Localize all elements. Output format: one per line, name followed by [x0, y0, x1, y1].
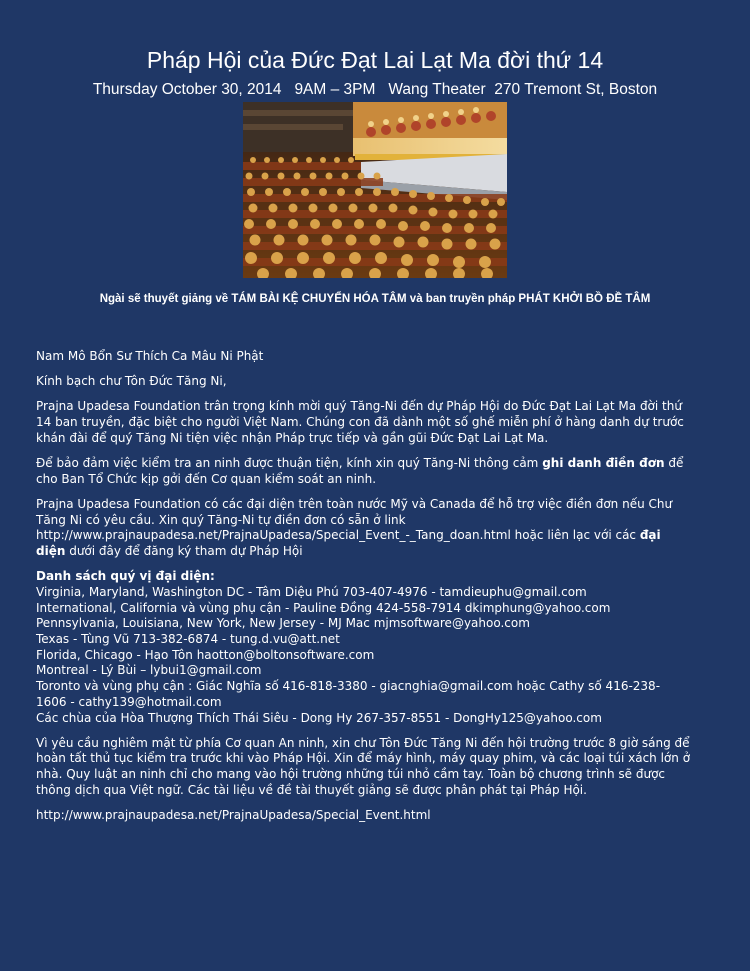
text-segment: Để bảo đảm việc kiểm tra an ninh được thuận tiện, kính xin quý Tăng-Ni thông cảm [36, 456, 543, 471]
representative-entry: Các chùa của Hòa Thượng Thích Thái Siêu - Dong Hy 267-357-8551 - DongHy125@yahoo.com [36, 710, 602, 725]
emphasis-register: ghi danh điền đơn [542, 456, 665, 471]
representatives-heading: Danh sách quý vị đại diện: [36, 569, 215, 584]
text-line: Vì yêu cầu nghiêm mật từ phía Cơ quan An ninh, xin chư Tôn Đức Tăng Ni đến hội trường trước 8 giờ sáng để [36, 735, 690, 750]
text-line: Prajna Upadesa Foundation trân trọng kính mời quý Tăng-Ni đến dự Pháp Hội do Đức Đạt Lai Lạt Ma đời thứ [36, 399, 682, 414]
text-line: thông dịch qua Việt ngữ. Các tài liệu về đề tài thuyết giảng sẽ được phân phát tại Pháp Hội. [36, 782, 587, 797]
paragraph-invitation [36, 399, 716, 446]
registration-link[interactable]: http://www.prajnaupadesa.net/PrajnaUpadesa/Special_Event_-_Tang_doan.html hoặc liên lạc với các [36, 528, 640, 543]
greeting-line-2: Kính bạch chư Tôn Đức Tăng Ni, [36, 374, 227, 389]
representative-entry: Toronto và vùng phụ cận : Giác Nghĩa số 416-818-3380 - giacnghia@gmail.com hoặc Cathy số 416-238- [36, 679, 661, 694]
text-line [36, 528, 716, 544]
text-line: Tăng Ni có yêu cầu. Xin quý Tăng-Ni tự điền đơn có sẵn ở link [36, 512, 406, 527]
text-line: nhà. Quy luật an ninh chỉ cho mang vào hội trường những túi nhỏ cầm tay. Toàn bộ chương trình sẽ được [36, 767, 666, 782]
footer-link[interactable]: http://www.prajnaupadesa.net/PrajnaUpadesa/Special_Event.html [36, 808, 431, 823]
emphasis-representative: đại [639, 528, 661, 543]
greeting-line-1: Nam Mô Bổn Sư Thích Ca Mâu Ni Phật [36, 349, 264, 363]
paragraph-representatives-info [36, 497, 716, 560]
paragraph-security-registration [36, 456, 716, 487]
text-line: cho Ban Tổ Chức kịp gởi đến Cơ quan kiểm soát an ninh. [36, 471, 377, 486]
teaching-tagline: Ngài sẽ thuyết giảng về TÁM BÀI KỆ CHUYỂN HÓA TÂM và ban truyền pháp PHÁT KHỞI BỒ ĐỀ TÂM [99, 293, 651, 305]
event-details: Thursday October 30, 2014 9AM – 3PM Wang Theater 270 Tremont St, Boston [92, 81, 658, 98]
representative-entry: Texas - Tùng Vũ 713-382-6874 - tung.d.vu@att.net [36, 632, 340, 647]
emphasis-representative: diện [36, 544, 66, 559]
text-line: Prajna Upadesa Foundation có các đại diện trên toàn nước Mỹ và Canada để hỗ trợ việc điền đơn nếu Chư [36, 496, 673, 511]
text-line: 14 ban truyền, đặc biệt cho người Việt Nam. Chúng con đã dành một số ghế miễn phí ở hàng danh dự trước [36, 415, 684, 430]
audience-stage-image [243, 102, 507, 278]
text-line: hoàn tất thủ tục kiểm tra trước khi vào Pháp Hội. Xin để máy hình, máy quay phim, và các loại túi xách lớn ở [36, 751, 691, 766]
event-photo [243, 102, 507, 278]
text-segment: dưới đây để đăng ký tham dự Pháp Hội [65, 544, 303, 559]
invitation-letter [36, 349, 716, 833]
text-line [36, 456, 716, 472]
representative-entry: Florida, Chicago - Hạo Tôn haotton@boltonsoftware.com [36, 647, 375, 662]
paragraph-security-rules [36, 736, 716, 799]
representative-entry: Virginia, Maryland, Washington DC - Tâm Diệu Phú 703-407-4976 - tamdieuphu@gmail.com [36, 584, 587, 599]
text-line [36, 544, 716, 560]
text-segment: để [664, 456, 684, 471]
representative-entry: Montreal - Lý Bùi – lybui1@gmail.com [36, 663, 262, 678]
text-line: khán đài để quý Tăng Ni tiện việc nhận Pháp trực tiếp và gần gũi Đức Đạt Lai Lạt Ma. [36, 430, 549, 445]
representatives-list [36, 569, 716, 726]
representative-entry: 1606 - cathy139@hotmail.com [36, 694, 222, 709]
representative-entry: International, California và vùng phụ cận - Pauline Đồng 424-558-7914 dkimphung@yahoo.com [36, 600, 611, 615]
representative-entry: Pennsylvania, Louisiana, New York, New Jersey - MJ Mac mjmsoftware@yahoo.com [36, 616, 530, 631]
page-title: Pháp Hội của Đức Đạt Lai Lạt Ma đời thứ 14 [146, 47, 604, 73]
